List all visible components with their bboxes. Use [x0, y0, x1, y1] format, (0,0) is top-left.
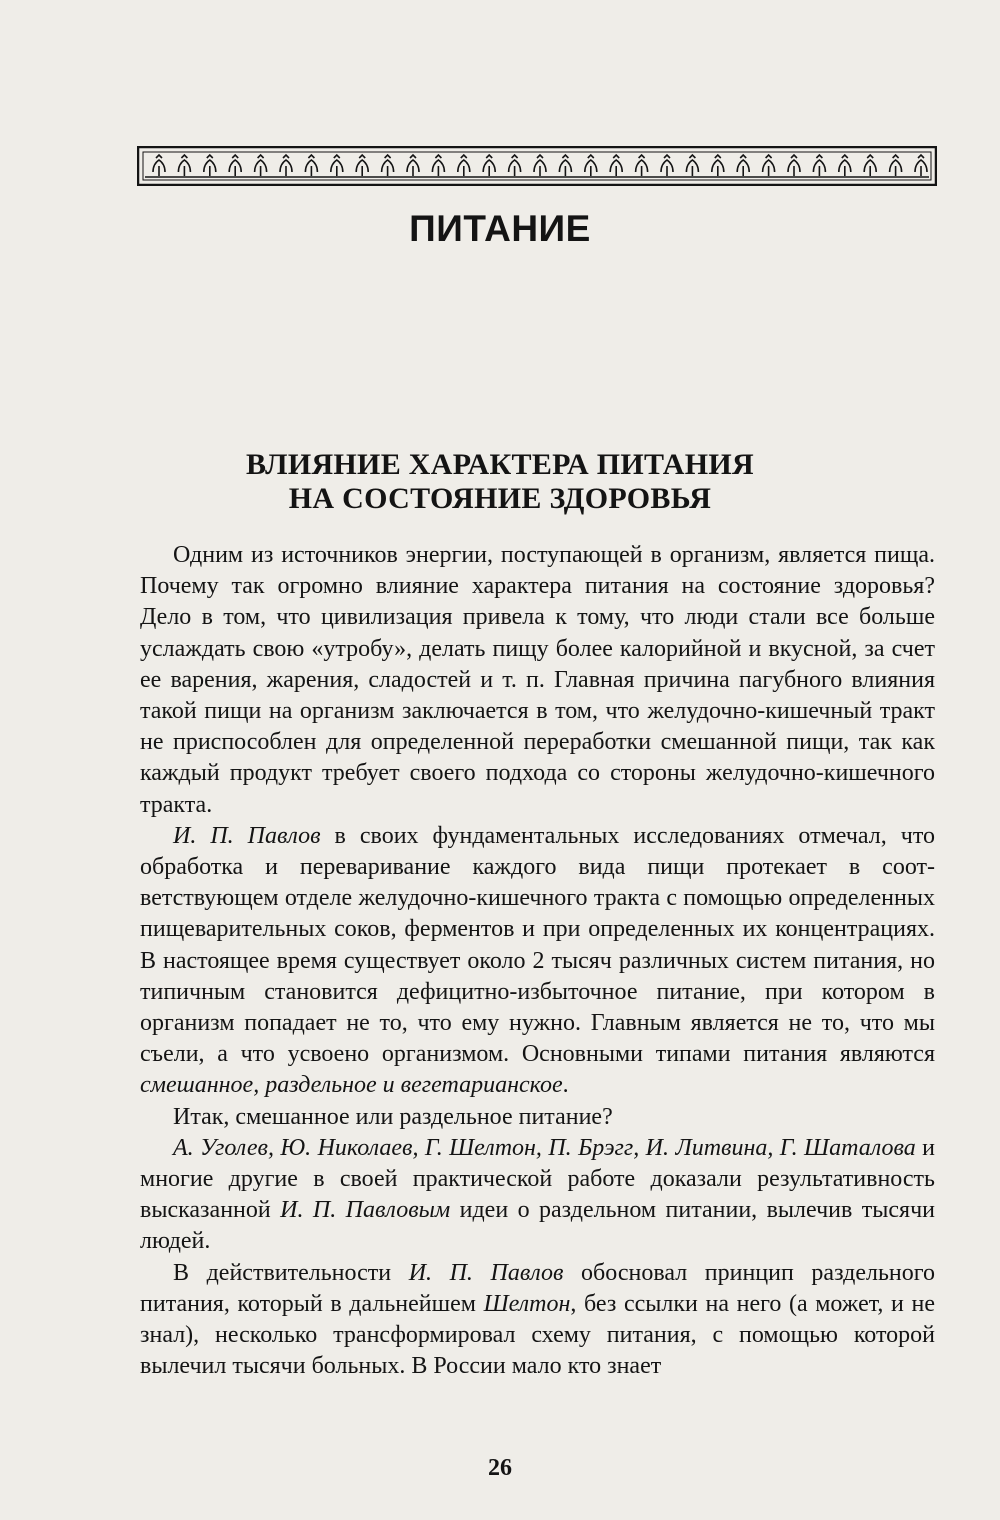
ornament-leaf [890, 155, 902, 176]
ornament-leaf [737, 155, 749, 176]
text-run: идеи о раздельном питании, вылечив тысячи людей. [140, 1197, 935, 1255]
ornament-leaf [712, 155, 724, 176]
ornament-leaf [534, 155, 546, 176]
page-number: 26 [488, 1455, 512, 1481]
section-heading-line-2: НА СОСТОЯНИЕ ЗДОРОВЬЯ [288, 482, 712, 515]
ornament-leaf [864, 155, 876, 176]
text-run: в своих фундаментальных исследованиях отмечал, что обработка и переваривание каждого вида пищи протекает в соответствующем отделе желудочно-кишечного тракта с помощью определенных пищеварительных соков, ферментов и при определенных их концентрациях. В настоящее время существует около 2 тысяч различных систем питания, но типичным становится дефицитно-избыточное питание, при котором в организм попадает не то, что ему нужно. Главным является не то, что мы съели, а что усвоено организмом. Основными типами питания являются [140, 822, 935, 1068]
ornament-leaf [458, 155, 470, 176]
text-run: обосновал принцип раздельного питания, который в дальнейшем [140, 1259, 935, 1317]
ornament-leaf [204, 155, 216, 176]
ornament-leaf [382, 155, 394, 176]
ornament-leaf [839, 155, 851, 176]
italic-text: Шелтон [483, 1290, 571, 1317]
paragraph [140, 540, 935, 821]
ornament-leaf [636, 155, 648, 176]
text-run: В действительности [173, 1259, 409, 1286]
paragraph [140, 1258, 935, 1383]
ornament-leaf [915, 155, 927, 176]
ornament-leaf [407, 155, 419, 176]
ornament-leaf [153, 155, 165, 176]
ornament-leaf [661, 155, 673, 176]
ornament-leaf [483, 155, 495, 176]
ornament-motifs [153, 155, 927, 176]
text-run: . [562, 1072, 569, 1099]
ornamental-border [137, 146, 937, 186]
paragraph [140, 821, 935, 1102]
text-run: , без ссылки на него (а может, и не знал), несколько трансформировал схему питания, с помощью которой вылечил тысячи больных. В России мало кто знает [140, 1290, 935, 1380]
text-run: Одним из источников энергии, поступающей в организм, является пища. Почему так огромно влияние характера питания на состояние здоровья? Дело в том, что цивилизация привела к тому, что люди стали все больше услаждать свою «утробу», делать пищу более калорийной и вкусной, за счет ее варения, жарения, сладостей и т. п. Главная причина пагубного влияния такой пищи на организм заключается в том, что желудочно-кишечный тракт не приспособлен для определенной переработки смешанной пищи, так как каждый продукт требует своего подхода со стороны желудочно-кишечного тракта. [140, 542, 935, 818]
ornament-leaf [331, 155, 343, 176]
italic-text: И. П. Павловым [280, 1197, 451, 1224]
section-heading [0, 448, 1000, 516]
ornament-leaf [686, 155, 698, 176]
italic-text: А. Уголев, Ю. Николаев, Г. Шелтон, П. Брэгг, И. Литвина, Г. Шаталова [173, 1134, 916, 1161]
ornament-leaf [178, 155, 190, 176]
ornament-leaf [305, 155, 317, 176]
italic-text: смешанное, раздельное и вегетарианское [140, 1072, 563, 1099]
italic-text: И. П. Павлов [408, 1259, 564, 1286]
body-text [140, 540, 935, 1382]
italic-text: И. П. Павлов [173, 822, 321, 849]
ornament-leaf [585, 155, 597, 176]
ornament-leaf [763, 155, 775, 176]
ornament-leaf [509, 155, 521, 176]
paragraph [140, 1102, 935, 1133]
ornament-leaf [610, 155, 622, 176]
ornament-leaf [788, 155, 800, 176]
ornament-leaf [559, 155, 571, 176]
paragraph [140, 1133, 935, 1258]
page-title: ПИТАНИЕ [409, 208, 591, 249]
ornament-leaf [432, 155, 444, 176]
ornament-leaf [280, 155, 292, 176]
section-heading-line-1: ВЛИЯНИЕ ХАРАКТЕРА ПИТАНИЯ [246, 448, 754, 481]
ornament-leaf [255, 155, 267, 176]
text-run: Итак, смешанное или раздельное питание? [173, 1103, 613, 1130]
ornament-leaf [813, 155, 825, 176]
ornament-leaf [229, 155, 241, 176]
text-run: и многие другие в своей практической работе доказали результативность высказанной [140, 1134, 935, 1224]
ornament-leaf [356, 155, 368, 176]
